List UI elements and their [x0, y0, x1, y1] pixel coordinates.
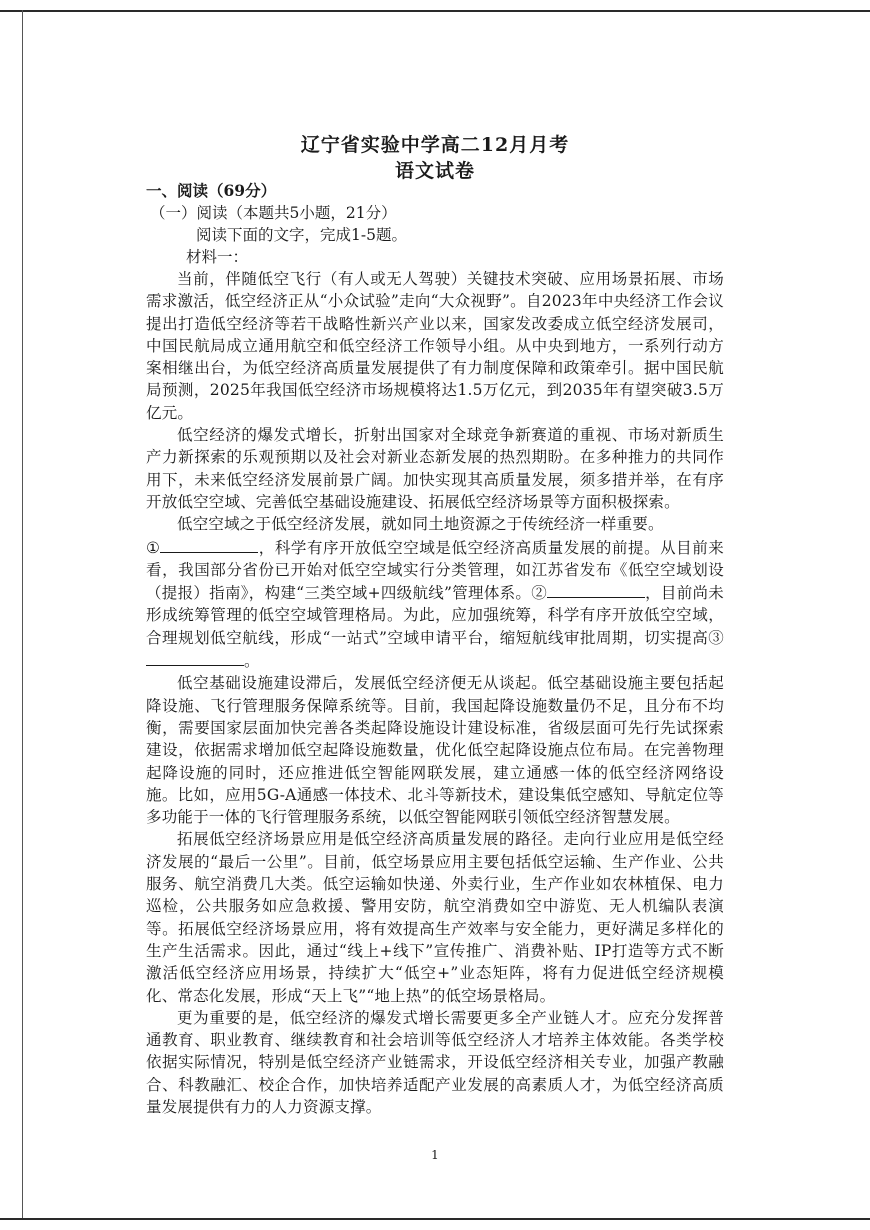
blank-number-2: ②: [531, 584, 548, 603]
blank-number-1: ①: [146, 538, 161, 557]
fill-blank-2: [547, 581, 645, 598]
exam-title: 辽宁省实验中学高二12月月考: [300, 134, 570, 156]
paragraph-4: [146, 536, 724, 673]
paragraph-5: 低空基础设施建设滞后，发展低空经济便无从谈起。低空基础设施主要包括起降设施、飞行管理服务保障系统等。目前，我国起降设施数量仍不足，且分布不均衡，需要国家层面加快完善各类起降设施设计建设标准，省级层面可先行先试探索建设，依据需求增加低空起降设施数量，优化低空起降设施点位布局。在完善物理起降设施的同时，还应推进低空智能网联发展，建立通感一体的低空经济网络设施。比如，应用5G-A通感一体技术、北斗等新技术，建设集低空感知、导航定位等多功能于一体的飞行管理服务系统，以低空智能网联引领低空经济智慧发展。: [146, 674, 724, 827]
paragraph-7: 更为重要的是，低空经济的爆发式增长需要更多全产业链人才。应充分发挥普通教育、职业教育、继续教育和社会培训等低空经济人才培养主体效能。各类学校依据实际情况，特别是低空经济产业链需求，开设低空经济相关专业，加强产教融合、科教融汇、校企合作，加快培养适配产业发展的高素质人才，为低空经济高质量发展提供有力的人力资源支撑。: [146, 1008, 724, 1116]
instruction-text: 阅读下面的文字，完成1-5题。: [196, 226, 407, 244]
fill-blank-1: [160, 536, 258, 553]
paragraph-6: 拓展低空经济场景应用是低空经济高质量发展的路径。走向行业应用是低空经济发展的“最后一公里”。目前，低空场景应用主要包括低空运输、生产作业、公共服务、航空消费几大类。低空运输如快递、外卖行业，生产作业如农林植保、电力巡检，公共服务如应急救援、警用安防，航空消费如空中游览、无人机编队表演等。拓展低空经济场景应用，将有效提高生产效率与安全能力，更好满足多样化的生产生活需求。因此，通过“线上+线下”宣传推广、消费补贴、IP打造等方式不断激活低空经济应用场景，持续扩大“低空+”业态矩阵，将有力促进低空经济规模化、常态化发展，形成“天上飞”“地上热”的低空场景格局。: [146, 830, 724, 1005]
page-number: 1: [431, 1148, 439, 1162]
paragraph-2: 低空经济的爆发式增长，折射出国家对全球竞争新赛道的重视、市场对新质生产力新探索的乐观预期以及社会对新业态新发展的热烈期盼。在多种推力的共同作用下，未来低空经济发展前景广阔。加快实现其高质量发展，须多措并举，在有序开放低空空域、完善低空基础设施建设、拓展低空经济场景等方面积极探索。: [146, 426, 724, 511]
scan-top-border: [0, 10, 870, 12]
subsection-heading: （一）阅读（本题共5小题，21分）: [150, 204, 397, 222]
section-heading: 一、阅读（69分）: [146, 181, 277, 200]
fill-blank-3: [146, 649, 244, 666]
blank-number-3: ③: [708, 628, 724, 647]
exam-subtitle: 语文试卷: [394, 160, 475, 182]
scan-left-border: [22, 10, 23, 1218]
passage-body: [146, 268, 724, 1118]
scan-bottom-border: [0, 1218, 870, 1220]
paragraph-4-part-b: ，目前尚未形成统筹管理的低空空域管理格局。为此，应加强统筹，科学有序开放低空空域，合理规划低空航线，形成“一站式”空域申请平台，缩短航线审批周期，切实提高: [146, 584, 724, 647]
paragraph-3: 低空空域之于低空经济发展，就如同土地资源之于传统经济一样重要。: [177, 515, 664, 534]
paragraph-4-end: 。: [244, 652, 260, 671]
paragraph-4-part-a: ，科学有序开放低空空域是低空经济高质量发展的前提。从目前来看，我国部分省份已开始对低空空域实行分类管理，如江苏省发布《低空空域划设（提报）指南》，构建“三类空域+四级航线”管理体系。: [146, 538, 724, 603]
material-label: 材料一：: [186, 248, 249, 266]
paragraph-1: 当前，伴随低空飞行（有人或无人驾驶）关键技术突破、应用场景拓展、市场需求激活，低空经济正从“小众试验”走向“大众视野”。自2023年中央经济工作会议提出打造低空经济等若干战略性新兴产业以来，国家发改委成立低空经济发展司，中国民航局成立通用航空和低空经济工作领导小组。从中央到地方，一系列行动方案相继出台，为低空经济高质量发展提供了有力制度保障和政策牵引。据中国民航局预测，2025年我国低空经济市场规模将达1.5万亿元，到2035年有望突破3.5万亿元。: [146, 270, 724, 422]
